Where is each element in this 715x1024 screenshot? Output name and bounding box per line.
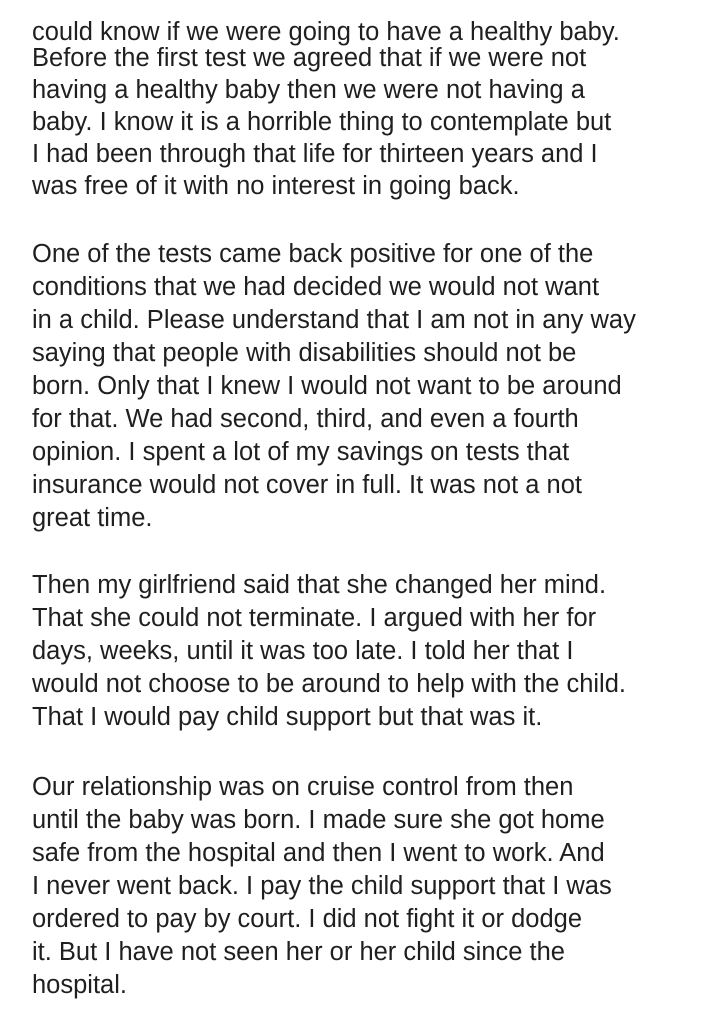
text-line: safe from the hospital and then I went to work. And — [32, 839, 605, 867]
text-line: days, weeks, until it was too late. I told her that I — [32, 637, 574, 665]
text-line: One of the tests came back positive for one of the — [32, 240, 594, 268]
text-line: it. But I have not seen her or her child since the — [32, 938, 565, 966]
text-line: That I would pay child support but that was it. — [32, 703, 543, 731]
text-line: I had been through that life for thirteen years and I — [32, 140, 598, 168]
text-line: insurance would not cover in full. It was not a not — [32, 471, 582, 499]
text-line: Before the first test we agreed that if we were not — [32, 44, 587, 72]
text-line: great time. — [32, 504, 153, 532]
text-line: was free of it with no interest in going back. — [32, 172, 520, 200]
text-line: saying that people with disabilities should not be — [32, 339, 577, 367]
text-line: opinion. I spent a lot of my savings on tests that — [32, 438, 570, 466]
text-line: I never went back. I pay the child support that I was — [32, 872, 612, 900]
text-line: ordered to pay by court. I did not fight it or dodge — [32, 905, 583, 933]
text-line: for that. We had second, third, and even a fourth — [32, 405, 579, 433]
text-line: hospital. — [32, 971, 127, 999]
text-line: could know if we were going to have a healthy baby. — [32, 18, 620, 46]
text-line: having a healthy baby then we were not having a — [32, 76, 585, 104]
text-line: in a child. Please understand that I am not in any way — [32, 306, 636, 334]
text-line: Then my girlfriend said that she changed her mind. — [32, 571, 607, 599]
text-line: That she could not terminate. I argued with her for — [32, 604, 597, 632]
text-line: conditions that we had decided we would not want — [32, 273, 600, 301]
text-line: until the baby was born. I made sure she got home — [32, 806, 605, 834]
text-line: born. Only that I knew I would not want to be around — [32, 372, 622, 400]
text-line: Our relationship was on cruise control from then — [32, 773, 574, 801]
text-line: would not choose to be around to help with the child. — [32, 670, 626, 698]
text-line: baby. I know it is a horrible thing to contemplate but — [32, 108, 612, 136]
page-top-edge — [0, 0, 715, 4]
